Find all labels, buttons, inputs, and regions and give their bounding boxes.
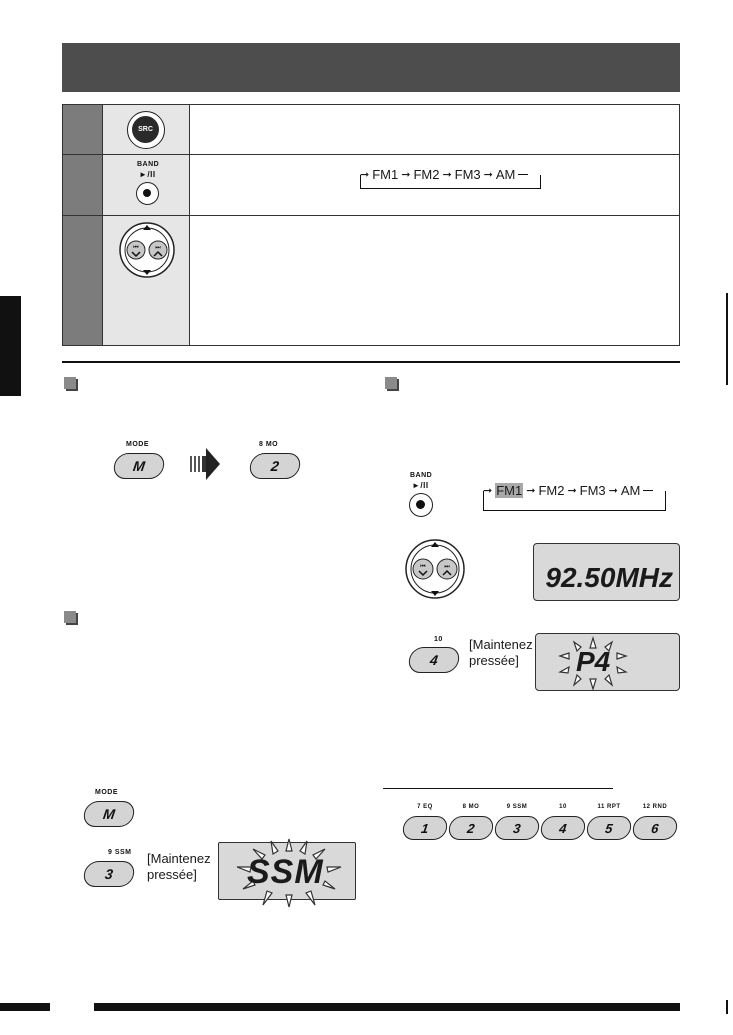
loop-return-line bbox=[483, 491, 666, 511]
band-label: BAND bbox=[410, 472, 433, 479]
arrow-right-icon: ➞ bbox=[526, 485, 536, 497]
preset-number: 2 bbox=[447, 816, 494, 840]
preset-button-row bbox=[403, 804, 683, 846]
preset-text: P4 bbox=[576, 646, 611, 677]
preset-number: 6 bbox=[631, 816, 678, 840]
step-number-cell bbox=[63, 216, 102, 345]
preset-top-label: 12 RND bbox=[642, 804, 668, 810]
arrow-right-icon bbox=[190, 446, 220, 482]
arrow-right-icon: ➞ bbox=[360, 169, 370, 181]
band-am: AM bbox=[620, 483, 641, 498]
src-label: SRC bbox=[132, 116, 159, 143]
svg-text:⏭: ⏭ bbox=[444, 563, 450, 570]
frequency-text: 92.50MHz bbox=[545, 562, 673, 593]
step-row-2 bbox=[63, 155, 679, 216]
preset-button-5[interactable] bbox=[587, 804, 631, 840]
icon-cell bbox=[102, 105, 190, 154]
arrow-right-icon: ➞ bbox=[608, 485, 618, 497]
band-fm3: FM3 bbox=[579, 483, 606, 498]
section-marker-icon bbox=[64, 377, 76, 389]
arrow-right-icon: ➞ bbox=[483, 485, 493, 497]
ten-label: 10 bbox=[434, 636, 443, 643]
band-button[interactable] bbox=[136, 182, 159, 205]
control-pad[interactable] bbox=[118, 221, 176, 279]
hold-line-2: pressée] bbox=[147, 867, 197, 882]
preset-number: 1 bbox=[401, 816, 448, 840]
preset-top-label: 10 bbox=[559, 804, 567, 810]
step-row-1 bbox=[63, 105, 679, 155]
preset-button-4[interactable] bbox=[541, 804, 585, 840]
preset-button-3[interactable] bbox=[495, 804, 539, 840]
preset-display bbox=[535, 633, 680, 691]
ssm-text: SSM bbox=[247, 853, 324, 891]
ssm-small-label: 9 SSM bbox=[108, 849, 132, 856]
preset-row-rule bbox=[383, 788, 613, 789]
icon-cell bbox=[102, 216, 190, 345]
language-tab bbox=[0, 296, 21, 396]
preset-top-label: 9 SSM bbox=[506, 804, 528, 810]
loop-return-line bbox=[360, 175, 541, 189]
band-fm1: FM1 bbox=[372, 167, 399, 182]
band-button[interactable] bbox=[409, 493, 433, 517]
preset-top-label: 11 RPT bbox=[597, 804, 621, 810]
band-label: BAND bbox=[137, 161, 160, 168]
band-am: AM bbox=[495, 167, 516, 182]
arrow-right-icon: ➞ bbox=[401, 169, 411, 181]
arrow-right-icon: ➞ bbox=[442, 169, 452, 181]
section-header-bar bbox=[62, 43, 680, 92]
svg-text:⏮: ⏮ bbox=[420, 563, 426, 570]
hold-instruction bbox=[469, 637, 533, 669]
step-row-3 bbox=[63, 216, 679, 345]
svg-text:⏭: ⏭ bbox=[155, 244, 161, 251]
dot-icon bbox=[416, 500, 425, 509]
ssm-display bbox=[218, 842, 356, 900]
band-cycle-diagram bbox=[360, 167, 542, 189]
edge-mark bbox=[726, 1000, 728, 1014]
preset-number: 3 bbox=[493, 816, 540, 840]
button-4[interactable]: 4 bbox=[407, 647, 461, 673]
mode-button[interactable]: M bbox=[82, 801, 136, 827]
hold-line-2: pressée] bbox=[469, 653, 519, 668]
band-fm2: FM2 bbox=[538, 483, 565, 498]
arrow-right-icon: ➞ bbox=[483, 169, 493, 181]
arrow-right-icon: ➞ bbox=[567, 485, 577, 497]
dot-icon bbox=[143, 189, 151, 197]
band-fm3: FM3 bbox=[454, 167, 481, 182]
icon-cell bbox=[102, 155, 190, 215]
mode-label: MODE bbox=[95, 789, 118, 796]
preset-number: 5 bbox=[585, 816, 632, 840]
section-divider bbox=[62, 361, 680, 363]
preset-top-label: 7 EQ bbox=[417, 804, 433, 810]
step-number-cell bbox=[63, 155, 102, 215]
preset-button-1[interactable] bbox=[403, 804, 447, 840]
band-cycle-diagram bbox=[483, 483, 667, 513]
band-fm2: FM2 bbox=[413, 167, 440, 182]
band-fm1-highlighted: FM1 bbox=[496, 483, 523, 498]
step-number-cell bbox=[63, 105, 102, 154]
src-button[interactable] bbox=[127, 111, 165, 149]
edge-mark bbox=[726, 293, 728, 385]
section-marker-icon bbox=[64, 611, 76, 623]
frequency-display bbox=[533, 543, 680, 601]
preset-button-2[interactable] bbox=[449, 804, 493, 840]
preset-number: 4 bbox=[539, 816, 586, 840]
hold-instruction bbox=[147, 851, 211, 883]
button-2[interactable]: 2 bbox=[248, 453, 302, 479]
preset-button-6[interactable] bbox=[633, 804, 677, 840]
mode-button[interactable]: M bbox=[112, 453, 166, 479]
hold-line-1: [Maintenez bbox=[147, 851, 211, 866]
mode-label: MODE bbox=[126, 441, 149, 448]
play-pause-label: ►/II bbox=[412, 481, 429, 490]
steps-table bbox=[62, 104, 680, 346]
button-3[interactable]: 3 bbox=[82, 861, 136, 887]
play-pause-label: ►/II bbox=[139, 170, 156, 179]
page-footer-bar bbox=[94, 1003, 680, 1011]
control-pad[interactable] bbox=[404, 538, 466, 600]
section-marker-icon bbox=[385, 377, 397, 389]
svg-text:⏮: ⏮ bbox=[133, 244, 139, 251]
mo-label: 8 MO bbox=[259, 441, 279, 448]
hold-line-1: [Maintenez bbox=[469, 637, 533, 652]
page-footer-bar-left bbox=[0, 1003, 50, 1011]
preset-top-label: 8 MO bbox=[462, 804, 480, 810]
